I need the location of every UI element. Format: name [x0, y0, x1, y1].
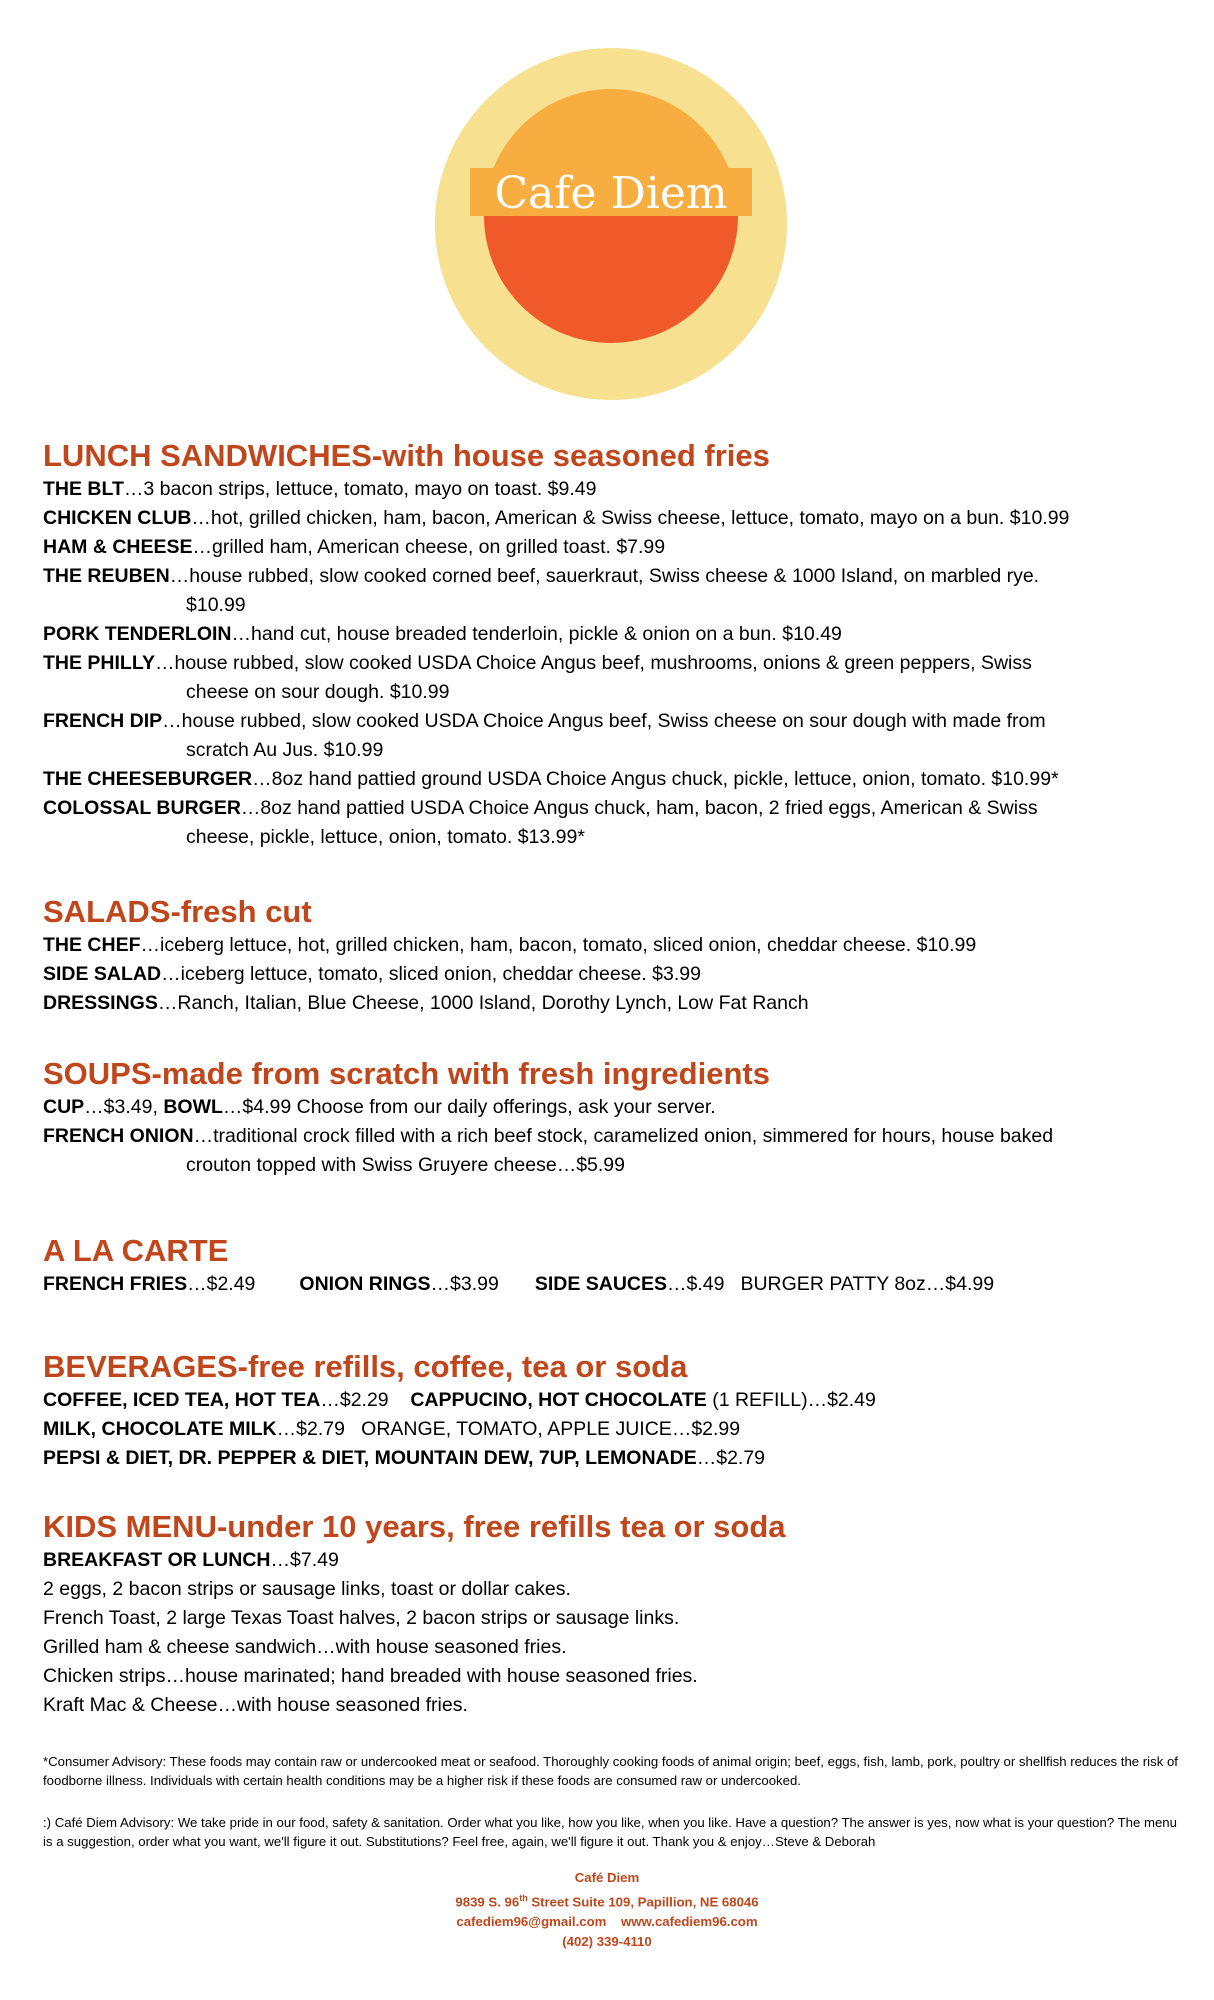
menu-item: MILK, CHOCOLATE MILK…$2.79 ORANGE, TOMATO, APPLE JUICE…$2.99: [43, 1418, 741, 1440]
cafe-diem-logo: [435, 48, 787, 400]
footer-address: 9839 S. 96th Street Suite 109, Papillion, NE 68046: [455, 1893, 759, 1910]
menu-item-continued: cheese on sour dough. $10.99: [186, 681, 450, 703]
menu-item: CHICKEN CLUB…hot, grilled chicken, ham, bacon, American & Swiss cheese, lettuce, tomato, mayo on a bun. $10.99: [43, 507, 1070, 529]
menu-item: THE CHEESEBURGER…8oz hand pattied ground USDA Choice Angus chuck, pickle, lettuce, onion, tomato. $10.99*: [43, 768, 1059, 790]
menu-item: PEPSI & DIET, DR. PEPPER & DIET, MOUNTAIN DEW, 7UP, LEMONADE…$2.79: [43, 1447, 766, 1469]
menu-item: COFFEE, ICED TEA, HOT TEA…$2.29 CAPPUCINO, HOT CHOCOLATE (1 REFILL)…$2.49: [43, 1389, 876, 1411]
menu-item-continued: scratch Au Jus. $10.99: [186, 739, 384, 761]
footer-name: Café Diem: [574, 1870, 640, 1885]
section-title: KIDS MENU-under 10 years, free refills tea or soda: [43, 1509, 786, 1544]
footer-contact: cafediem96@gmail.com www.cafediem96.com: [456, 1914, 758, 1930]
menu-item: DRESSINGS…Ranch, Italian, Blue Cheese, 1000 Island, Dorothy Lynch, Low Fat Ranch: [43, 992, 809, 1014]
menu-item: French Toast, 2 large Texas Toast halves, 2 bacon strips or sausage links.: [43, 1607, 680, 1629]
menu-item: PORK TENDERLOIN…hand cut, house breaded tenderloin, pickle & onion on a bun. $10.49: [43, 623, 842, 645]
cafe-advisory: :) Café Diem Advisory: We take pride in our food, safety & sanitation. Order what you like, how you like, when you like. Have a question? The answer is yes, now what is your question? The menu is a suggestion, order what you want, we'll figure it out. Substitutions? Feel free, again, we'll figure it out. Thank you & enjoy…Steve & Deborah: [43, 1815, 1177, 1849]
menu-item: THE BLT…3 bacon strips, lettuce, tomato, mayo on toast. $9.49: [43, 478, 597, 500]
menu-item-continued: cheese, pickle, lettuce, onion, tomato. $13.99*: [186, 826, 585, 848]
section-beverages: [43, 1348, 1183, 1473]
section-title: A LA CARTE: [43, 1233, 229, 1268]
section-lunch-sandwiches: [43, 437, 1183, 852]
consumer-advisory: *Consumer Advisory: These foods may contain raw or undercooked meat or seafood. Thoroughly cooking foods of animal origin; beef, eggs, fish, lamb, pork, poultry or shellfish reduces the risk of foodborne illness. Individuals with certain health conditions may be a higher risk if these foods are consumed raw or undercooked.: [43, 1754, 1178, 1788]
section-title: SOUPS-made from scratch with fresh ingredients: [43, 1056, 770, 1091]
menu-item: COLOSSAL BURGER…8oz hand pattied USDA Choice Angus chuck, ham, bacon, 2 fried eggs, American & Swiss: [43, 797, 1038, 819]
section-salads: [43, 893, 1183, 1018]
section-title: LUNCH SANDWICHES-with house seasoned fries: [43, 438, 770, 473]
menu-item: Chicken strips…house marinated; hand breaded with house seasoned fries.: [43, 1665, 698, 1687]
section-a-la-carte: [43, 1232, 1183, 1299]
menu-item: Kraft Mac & Cheese…with house seasoned fries.: [43, 1694, 468, 1716]
section-kids-menu: [43, 1508, 1183, 1720]
menu-item: SIDE SALAD…iceberg lettuce, tomato, sliced onion, cheddar cheese. $3.99: [43, 963, 701, 985]
menu-item: Grilled ham & cheese sandwich…with house seasoned fries.: [43, 1636, 567, 1658]
menu-item: BREAKFAST OR LUNCH…$7.49: [43, 1549, 339, 1571]
section-title: BEVERAGES-free refills, coffee, tea or soda: [43, 1349, 688, 1384]
menu-item: 2 eggs, 2 bacon strips or sausage links, toast or dollar cakes.: [43, 1578, 571, 1600]
a-la-carte-line: FRENCH FRIES…$2.49 ONION RINGS…$3.99 SIDE SAUCES…$.49 BURGER PATTY 8oz…$4.99: [43, 1273, 995, 1295]
menu-item: THE REUBEN…house rubbed, slow cooked corned beef, sauerkraut, Swiss cheese & 1000 Island, on marbled rye.: [43, 565, 1040, 587]
section-soups: [43, 1055, 1183, 1180]
menu-item: FRENCH DIP…house rubbed, slow cooked USDA Choice Angus beef, Swiss cheese on sour dough with made from: [43, 710, 1046, 732]
menu-item: THE CHEF…iceberg lettuce, hot, grilled chicken, ham, bacon, tomato, sliced onion, cheddar cheese. $10.99: [43, 934, 977, 956]
footer-phone: (402) 339-4110: [562, 1934, 652, 1950]
section-title: SALADS-fresh cut: [43, 894, 312, 929]
menu-item: CUP…$3.49, BOWL…$4.99 Choose from our daily offerings, ask your server.: [43, 1096, 716, 1118]
footer: [0, 1868, 1214, 1952]
menu-item: FRENCH ONION…traditional crock filled with a rich beef stock, caramelized onion, simmered for hours, house baked: [43, 1125, 1054, 1147]
menu-item: THE PHILLY…house rubbed, slow cooked USDA Choice Angus beef, mushrooms, onions & green peppers, Swiss: [43, 652, 1032, 674]
logo-text: Cafe Diem: [494, 168, 728, 219]
menu-item-continued: $10.99: [186, 594, 246, 616]
menu-item-continued: crouton topped with Swiss Gruyere cheese…$5.99: [186, 1154, 625, 1176]
menu-item: HAM & CHEESE…grilled ham, American cheese, on grilled toast. $7.99: [43, 536, 666, 558]
